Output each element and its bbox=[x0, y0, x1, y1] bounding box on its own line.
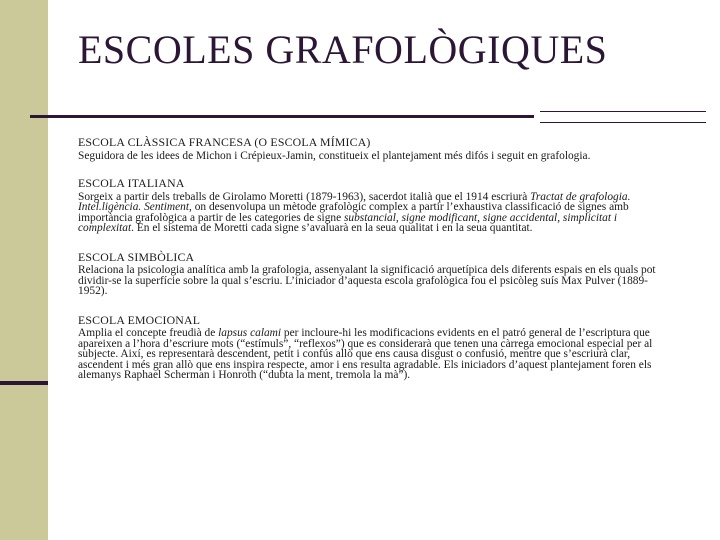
section-body bbox=[78, 151, 658, 162]
section-simbolica bbox=[78, 249, 658, 297]
section-heading: ESCOLA CLÀSSICA FRANCESA (O ESCOLA MÍMICA) bbox=[78, 135, 371, 149]
side-band bbox=[0, 0, 48, 540]
text-run: . En el sistema de Moretti cada signe s’avaluarà en la seua qualitat i en la seua quantitat. bbox=[131, 222, 533, 234]
section-heading: ESCOLA SIMBÒLICA bbox=[78, 249, 195, 264]
title-underline-tail bbox=[540, 111, 706, 123]
section-heading: ESCOLA EMOCIONAL bbox=[78, 312, 201, 327]
text-run-italic: Tractat de grafologia. Intel.ligència. Sentiment bbox=[78, 190, 631, 213]
text-run-italic: substancial, signe modificant, signe accidental, simplicitat i complexitat bbox=[78, 211, 618, 234]
slide-content bbox=[78, 137, 658, 399]
title-underline bbox=[30, 115, 534, 118]
text-run: , on desenvolupa un mètode grafològic complex a partir l’exhaustiva classificació de signes amb importància grafològica a partir de les categories de signe bbox=[78, 201, 629, 224]
text-run-italic: lapsus calami bbox=[218, 327, 282, 339]
section-emocional bbox=[78, 312, 658, 381]
text-run: Sorgeix a partir dels treballs de Girolamo Moretti (1879-1963), sacerdot italià que el 1914 escriurà bbox=[78, 190, 531, 203]
side-divider bbox=[0, 381, 48, 385]
section-italiana bbox=[78, 178, 658, 234]
section-body bbox=[78, 328, 658, 381]
text-run: per incloure-hi les modificacions evidents en el patró general de l’escriptura que apareixen a l’hora d’escriure mots (“estímuls”, “reflexos”) que es considerarà que tenen una càrrega emocional especial per al subjecte. Així, es representarà descendent, petit i confús allò que ens causa disgust o confusió, mentre que s’escriurà clar, ascendent i més gran allò que ens inspira respecte, amor i ens resulta agradable. Els iniciadors d’aquest plantejament foren els alemanys Raphael Scherman i Honroth (“dubta la ment, tremola la mà”). bbox=[78, 327, 653, 381]
text-run: Seguidora de les idees de Michon i Crépieux-Jamin, constitueix el plantejament més difós i seguit en grafologia. bbox=[78, 149, 591, 162]
section-body bbox=[78, 265, 658, 297]
text-run: Amplia el concepte freudià de bbox=[78, 327, 219, 339]
slide-title: ESCOLES GRAFOLÒGIQUES bbox=[78, 27, 608, 72]
text-run: Relaciona la psicologia analítica amb la grafologia, assenyalant la significació arquetípica dels diferents espais en els quals pot dividir-se la superfície sobre la qual s’escriu. L’iniciador d’aquesta escola grafològica fou el psicòleg suís Max Pulver (1889-1952). bbox=[78, 264, 656, 297]
section-classica bbox=[78, 137, 658, 161]
section-body bbox=[78, 192, 658, 234]
section-heading: ESCOLA ITALIANA bbox=[78, 176, 185, 190]
